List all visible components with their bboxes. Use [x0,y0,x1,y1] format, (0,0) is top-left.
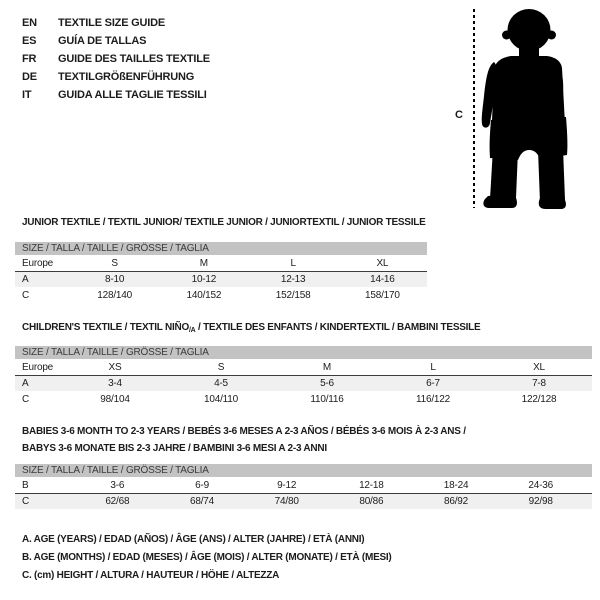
table-cell: 14-16 [370,274,395,285]
table-cell: 92/98 [528,496,553,507]
table-cell: 6-9 [195,479,209,491]
table-cell: 12-13 [280,274,306,285]
table-cell: 68/74 [189,496,215,507]
table-cell: 62/68 [105,496,130,507]
table-cell: L [290,257,296,269]
footnote-a: A. AGE (YEARS) / EDAD (AÑOS) / ÂGE (ANS) / ALTER (JAHRE) / ETÀ (ANNI) [22,534,365,545]
table-cell: 5-6 [320,378,334,389]
junior-table-title: JUNIOR TEXTILE / TEXTIL JUNIOR/ TEXTILE JUNIOR / JUNIORTEXTIL / JUNIOR TESSILE [22,217,426,228]
table-cell: 18-24 [443,479,469,491]
table-cell: 10-12 [191,274,217,285]
table-row-age [15,375,592,391]
language-code: FR [22,53,37,65]
language-row-it [22,86,210,104]
babies-size-table [15,464,592,509]
size-header-bar: SIZE / TALLA / TAILLE / GRÖSSE / TAGLIA [15,242,427,255]
table-row-height [15,391,592,407]
row-label: C [22,496,30,507]
row-label: A [22,274,29,285]
table-cell: L [430,361,436,373]
table-cell: 6-7 [426,378,440,389]
language-title: TEXTILE SIZE GUIDE [58,17,166,29]
table-cell: 104/110 [203,393,238,405]
language-code: EN [22,17,37,29]
baby-silhouette-icon [478,8,568,210]
table-row-europe [15,359,592,375]
table-cell: 86/92 [444,496,469,507]
table-cell: 128/140 [97,289,132,301]
row-label: C [22,393,30,405]
row-label: A [22,378,29,389]
title-text: CHILDREN'S TEXTILE / TEXTIL NIÑO [22,322,189,333]
table-cell: 24-36 [528,479,553,491]
title-line-1: BABIES 3-6 MONTH TO 2-3 YEARS / BEBÉS 3-6 MESES A 2-3 AÑOS / BÉBÉS 3-6 MOIS À 2-3 ANS / [22,426,466,437]
table-cell: S [217,361,225,373]
table-cell: 7-8 [532,378,546,389]
language-title: GUIDE DES TAILLES TEXTILE [58,53,210,65]
language-title: GUIDA ALLE TAGLIE TESSILI [58,89,207,101]
table-cell: 140/152 [186,289,222,301]
row-label: B [22,479,29,491]
table-cell: XL [376,257,389,269]
table-cell: 122/128 [521,393,557,405]
table-cell: 74/80 [274,496,299,507]
language-row-en [22,14,210,32]
table-row-europe [15,255,427,271]
table-cell: 12-18 [359,479,384,491]
row-label: Europe [22,361,54,373]
title-subscript: /A [188,327,196,334]
language-row-es [22,32,210,50]
row-label: Europe [22,257,54,269]
table-cell: 152/158 [275,289,311,301]
table-cell: 158/170 [365,289,400,301]
language-title: TEXTILGRÖßENFÜHRUNG [58,71,195,83]
table-cell: S [111,257,118,269]
table-cell: 80/86 [359,496,384,507]
language-title: GUÍA DE TALLAS [58,35,147,47]
table-cell: 116/122 [415,393,450,405]
children-table-title [22,322,480,337]
junior-size-table [15,242,427,303]
language-code: ES [22,35,37,47]
table-cell: 110/116 [310,393,344,405]
footnote-c: C. (cm) HEIGHT / ALTURA / HAUTEUR / HÖHE / ALTEZZA [22,570,280,581]
legend-footnotes [22,531,392,585]
footnote-b: B. AGE (MONTHS) / EDAD (MESES) / ÂGE (MOIS) / ALTER (MONATE) / ETÀ (MESI) [22,552,392,563]
table-cell: 3-4 [108,378,122,389]
table-cell: 4-5 [214,378,228,389]
size-header-bar: SIZE / TALLA / TAILLE / GRÖSSE / TAGLIA [15,464,592,477]
table-cell: 9-12 [277,479,297,491]
table-cell: 3-6 [110,479,125,491]
table-row-age [15,271,427,287]
language-row-de [22,68,210,86]
title-text: / TEXTILE DES ENFANTS / KINDERTEXTIL / BAMBINI TESSILE [195,322,481,333]
language-header [22,14,210,104]
table-row-height [15,493,592,509]
size-header-bar: SIZE / TALLA / TAILLE / GRÖSSE / TAGLIA [15,346,592,359]
table-row-height [15,287,427,303]
language-code: DE [22,71,37,83]
children-size-table [15,346,592,407]
language-code: IT [22,89,32,101]
language-row-fr [22,50,210,68]
title-line-2: BABYS 3-6 MONATE BIS 2-3 JAHRE / BAMBINI 3-6 MESI A 2-3 ANNI [22,443,327,454]
table-cell: 8-10 [105,274,125,285]
table-cell: XL [533,361,545,373]
height-dashed-line [473,9,475,208]
height-marker-label: C [455,109,463,121]
table-cell: M [199,257,208,269]
table-cell: M [322,361,332,373]
table-row-months [15,477,592,493]
table-cell: XS [108,361,122,373]
row-label: C [22,289,30,301]
table-cell: 98/104 [100,393,130,405]
babies-table-title [22,426,466,460]
